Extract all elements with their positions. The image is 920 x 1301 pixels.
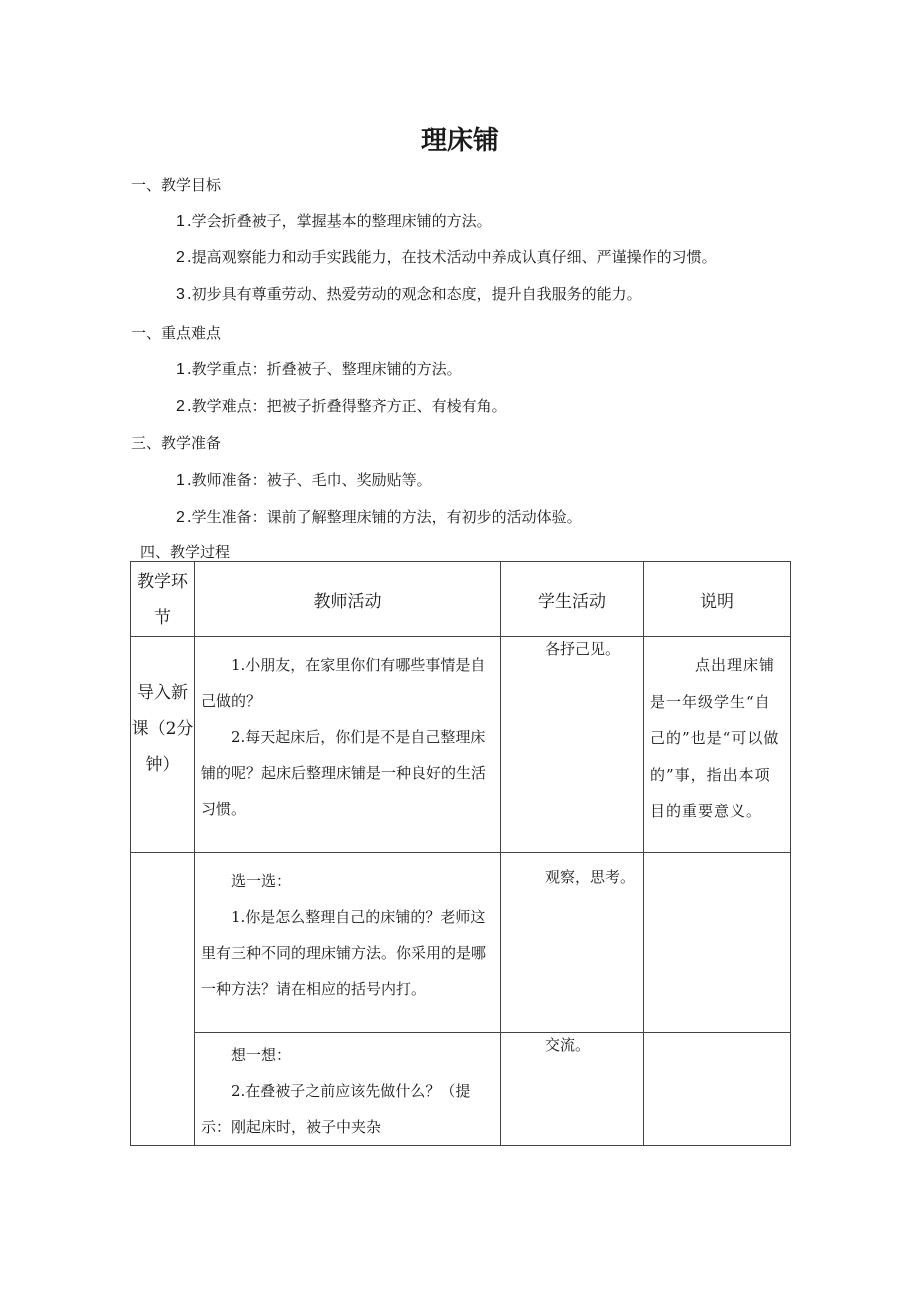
item-text: .教师准备：被子、毛巾、奖励贴等。 xyxy=(186,471,432,489)
item-number: 3 xyxy=(176,286,185,303)
prep-item-2 xyxy=(176,506,582,527)
header-student: 学生活动 xyxy=(501,562,644,637)
prep-item-1 xyxy=(176,469,432,490)
note-cell xyxy=(644,637,791,853)
item-text: .学会折叠被子，掌握基本的整理床铺的方法。 xyxy=(186,212,492,230)
section-heading-key: 一、重点难点 xyxy=(131,324,222,342)
note-cell xyxy=(644,1033,791,1146)
student-cell: 各抒己见。 xyxy=(501,637,644,853)
teacher-cell xyxy=(195,637,501,853)
teacher-cell xyxy=(195,853,501,1033)
teacher-paragraph: 2.每天起床后，你们是不是自己整理床铺的呢？起床后整理床铺是一种良好的生活习惯。 xyxy=(201,728,487,818)
teacher-paragraph: 2.在叠被子之前应该先做什么？（提示：刚起床时，被子中夹杂 xyxy=(201,1082,471,1136)
student-cell: 交流。 xyxy=(501,1033,644,1146)
header-teacher: 教师活动 xyxy=(195,562,501,637)
item-text: .教学难点：把被子折叠得整齐方正、有棱有角。 xyxy=(186,397,507,415)
item-number: 2 xyxy=(176,398,185,415)
item-number: 1 xyxy=(176,361,185,378)
process-table xyxy=(130,561,791,1146)
key-item-1 xyxy=(176,358,462,379)
item-number: 1 xyxy=(176,213,185,230)
item-text: .提高观察能力和动手实践能力，在技术活动中养成认真仔细、严谨操作的习惯。 xyxy=(186,248,717,266)
item-text: .学生准备：课前了解整理床铺的方法，有初步的活动体验。 xyxy=(186,508,582,526)
table-row xyxy=(131,1033,791,1146)
goal-item-3 xyxy=(176,283,642,304)
header-note: 说明 xyxy=(644,562,791,637)
item-text: .初步具有尊重劳动、热爱劳动的观念和态度，提升自我服务的能力。 xyxy=(186,285,642,303)
header-stage: 教学环节 xyxy=(131,562,195,637)
table-row xyxy=(131,637,791,853)
goal-item-2 xyxy=(176,246,717,267)
page-title: 理床铺 xyxy=(420,126,499,156)
teacher-paragraph: 选一选： xyxy=(231,872,292,890)
table-header-row xyxy=(131,562,791,637)
stage-cell: 导入新课（2分钟） xyxy=(131,637,195,853)
note-paragraph: 点出理床铺是一年级学生“自己的”也是“可以做的”事，指出本项目的重要意义。 xyxy=(650,656,780,820)
table-row xyxy=(131,853,791,1033)
stage-cell xyxy=(131,853,195,1146)
teacher-cell xyxy=(195,1033,501,1146)
item-number: 1 xyxy=(176,472,185,489)
item-number: 2 xyxy=(176,509,185,526)
section-heading-goals: 一、教学目标 xyxy=(131,176,222,194)
item-number: 2 xyxy=(176,249,185,266)
section-heading-process: 四、教学过程 xyxy=(140,543,231,561)
note-cell xyxy=(644,853,791,1033)
student-cell: 观察，思考。 xyxy=(501,853,644,1033)
section-heading-prep: 三、教学准备 xyxy=(131,434,222,452)
item-text: .教学重点：折叠被子、整理床铺的方法。 xyxy=(186,360,462,378)
key-item-2 xyxy=(176,395,507,416)
teacher-paragraph: 1.小朋友，在家里你们有哪些事情是自己做的？ xyxy=(201,656,486,710)
teacher-paragraph: 想一想： xyxy=(231,1046,292,1064)
teacher-paragraph: 1.你是怎么整理自己的床铺的？老师这里有三种不同的理床铺方法。你采用的是哪一种方法？请在相应的括号内打。 xyxy=(201,908,487,998)
goal-item-1 xyxy=(176,210,492,231)
